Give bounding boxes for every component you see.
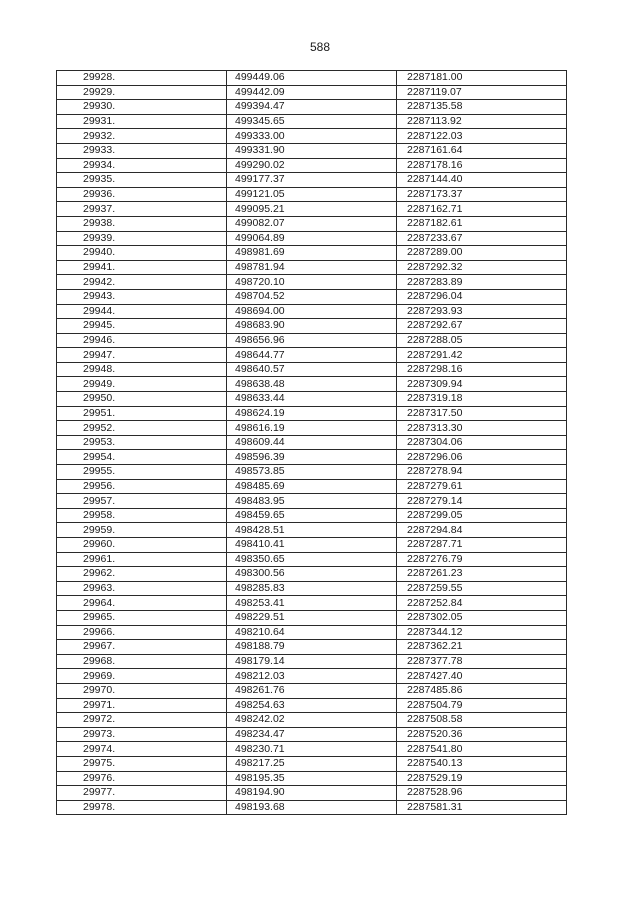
y-coordinate-cell: 2287161.64 (397, 143, 567, 158)
x-coordinate-cell: 498193.68 (227, 800, 397, 815)
y-coordinate-cell: 2287181.00 (397, 71, 567, 86)
table-row (57, 494, 567, 509)
point-number-cell: 29938. (57, 216, 227, 231)
table-row (57, 231, 567, 246)
table-row (57, 523, 567, 538)
point-number-cell: 29929. (57, 85, 227, 100)
y-coordinate-cell: 2287294.84 (397, 523, 567, 538)
table-row (57, 187, 567, 202)
y-coordinate-cell: 2287302.05 (397, 610, 567, 625)
y-coordinate-cell: 2287540.13 (397, 756, 567, 771)
x-coordinate-cell: 498229.51 (227, 610, 397, 625)
y-coordinate-cell: 2287289.00 (397, 246, 567, 261)
table-row (57, 508, 567, 523)
table-row (57, 158, 567, 173)
point-number-cell: 29978. (57, 800, 227, 815)
x-coordinate-cell: 498720.10 (227, 275, 397, 290)
point-number-cell: 29970. (57, 683, 227, 698)
table-row (57, 362, 567, 377)
y-coordinate-cell: 2287508.58 (397, 713, 567, 728)
table-row (57, 698, 567, 713)
table-row (57, 260, 567, 275)
y-coordinate-cell: 2287135.58 (397, 100, 567, 115)
point-number-cell: 29955. (57, 465, 227, 480)
table-row (57, 216, 567, 231)
x-coordinate-cell: 498483.95 (227, 494, 397, 509)
x-coordinate-cell: 498609.44 (227, 435, 397, 450)
y-coordinate-cell: 2287296.06 (397, 450, 567, 465)
y-coordinate-cell: 2287276.79 (397, 552, 567, 567)
x-coordinate-cell: 498300.56 (227, 567, 397, 582)
table-row (57, 581, 567, 596)
coordinate-table-body (57, 71, 567, 815)
x-coordinate-cell: 498217.25 (227, 756, 397, 771)
x-coordinate-cell: 498683.90 (227, 319, 397, 334)
point-number-cell: 29961. (57, 552, 227, 567)
y-coordinate-cell: 2287283.89 (397, 275, 567, 290)
table-row (57, 173, 567, 188)
x-coordinate-cell: 499345.65 (227, 114, 397, 129)
table-row (57, 333, 567, 348)
x-coordinate-cell: 499331.90 (227, 143, 397, 158)
point-number-cell: 29950. (57, 392, 227, 407)
y-coordinate-cell: 2287344.12 (397, 625, 567, 640)
table-row (57, 771, 567, 786)
table-row (57, 71, 567, 86)
y-coordinate-cell: 2287292.32 (397, 260, 567, 275)
table-row (57, 246, 567, 261)
y-coordinate-cell: 2287377.78 (397, 654, 567, 669)
table-row (57, 727, 567, 742)
table-row (57, 100, 567, 115)
table-row (57, 567, 567, 582)
table-row (57, 800, 567, 815)
point-number-cell: 29966. (57, 625, 227, 640)
y-coordinate-cell: 2287291.42 (397, 348, 567, 363)
table-row (57, 319, 567, 334)
x-coordinate-cell: 498596.39 (227, 450, 397, 465)
x-coordinate-cell: 498485.69 (227, 479, 397, 494)
y-coordinate-cell: 2287309.94 (397, 377, 567, 392)
point-number-cell: 29958. (57, 508, 227, 523)
x-coordinate-cell: 498656.96 (227, 333, 397, 348)
x-coordinate-cell: 498781.94 (227, 260, 397, 275)
point-number-cell: 29942. (57, 275, 227, 290)
x-coordinate-cell: 499095.21 (227, 202, 397, 217)
y-coordinate-cell: 2287581.31 (397, 800, 567, 815)
point-number-cell: 29947. (57, 348, 227, 363)
x-coordinate-cell: 499064.89 (227, 231, 397, 246)
point-number-cell: 29933. (57, 143, 227, 158)
y-coordinate-cell: 2287317.50 (397, 406, 567, 421)
point-number-cell: 29932. (57, 129, 227, 144)
point-number-cell: 29945. (57, 319, 227, 334)
table-row (57, 202, 567, 217)
y-coordinate-cell: 2287528.96 (397, 786, 567, 801)
point-number-cell: 29957. (57, 494, 227, 509)
y-coordinate-cell: 2287119.07 (397, 85, 567, 100)
x-coordinate-cell: 498981.69 (227, 246, 397, 261)
x-coordinate-cell: 498694.00 (227, 304, 397, 319)
point-number-cell: 29954. (57, 450, 227, 465)
x-coordinate-cell: 498640.57 (227, 362, 397, 377)
y-coordinate-cell: 2287162.71 (397, 202, 567, 217)
point-number-cell: 29975. (57, 756, 227, 771)
x-coordinate-cell: 499333.00 (227, 129, 397, 144)
y-coordinate-cell: 2287427.40 (397, 669, 567, 684)
y-coordinate-cell: 2287279.14 (397, 494, 567, 509)
point-number-cell: 29928. (57, 71, 227, 86)
point-number-cell: 29940. (57, 246, 227, 261)
table-row (57, 538, 567, 553)
x-coordinate-cell: 498350.65 (227, 552, 397, 567)
table-row (57, 596, 567, 611)
x-coordinate-cell: 498261.76 (227, 683, 397, 698)
point-number-cell: 29952. (57, 421, 227, 436)
point-number-cell: 29976. (57, 771, 227, 786)
x-coordinate-cell: 498616.19 (227, 421, 397, 436)
point-number-cell: 29973. (57, 727, 227, 742)
table-row (57, 377, 567, 392)
table-row (57, 392, 567, 407)
table-row (57, 421, 567, 436)
point-number-cell: 29934. (57, 158, 227, 173)
y-coordinate-cell: 2287504.79 (397, 698, 567, 713)
point-number-cell: 29944. (57, 304, 227, 319)
table-row (57, 304, 567, 319)
x-coordinate-cell: 498195.35 (227, 771, 397, 786)
point-number-cell: 29946. (57, 333, 227, 348)
table-row (57, 669, 567, 684)
x-coordinate-cell: 499290.02 (227, 158, 397, 173)
point-number-cell: 29943. (57, 289, 227, 304)
table-row (57, 610, 567, 625)
point-number-cell: 29931. (57, 114, 227, 129)
point-number-cell: 29930. (57, 100, 227, 115)
y-coordinate-cell: 2287122.03 (397, 129, 567, 144)
x-coordinate-cell: 498242.02 (227, 713, 397, 728)
x-coordinate-cell: 498624.19 (227, 406, 397, 421)
y-coordinate-cell: 2287252.84 (397, 596, 567, 611)
table-row (57, 406, 567, 421)
point-number-cell: 29965. (57, 610, 227, 625)
table-row (57, 435, 567, 450)
table-row (57, 465, 567, 480)
x-coordinate-cell: 498704.52 (227, 289, 397, 304)
x-coordinate-cell: 498253.41 (227, 596, 397, 611)
y-coordinate-cell: 2287485.86 (397, 683, 567, 698)
point-number-cell: 29974. (57, 742, 227, 757)
y-coordinate-cell: 2287113.92 (397, 114, 567, 129)
point-number-cell: 29953. (57, 435, 227, 450)
y-coordinate-cell: 2287259.55 (397, 581, 567, 596)
point-number-cell: 29967. (57, 640, 227, 655)
x-coordinate-cell: 498633.44 (227, 392, 397, 407)
x-coordinate-cell: 498179.14 (227, 654, 397, 669)
point-number-cell: 29968. (57, 654, 227, 669)
y-coordinate-cell: 2287362.21 (397, 640, 567, 655)
point-number-cell: 29959. (57, 523, 227, 538)
coordinate-table (56, 70, 567, 815)
y-coordinate-cell: 2287520.36 (397, 727, 567, 742)
x-coordinate-cell: 498638.48 (227, 377, 397, 392)
point-number-cell: 29963. (57, 581, 227, 596)
point-number-cell: 29971. (57, 698, 227, 713)
y-coordinate-cell: 2287287.71 (397, 538, 567, 553)
point-number-cell: 29936. (57, 187, 227, 202)
x-coordinate-cell: 498459.65 (227, 508, 397, 523)
x-coordinate-cell: 498194.90 (227, 786, 397, 801)
y-coordinate-cell: 2287233.67 (397, 231, 567, 246)
y-coordinate-cell: 2287298.16 (397, 362, 567, 377)
table-row (57, 479, 567, 494)
x-coordinate-cell: 498210.64 (227, 625, 397, 640)
y-coordinate-cell: 2287293.93 (397, 304, 567, 319)
y-coordinate-cell: 2287296.04 (397, 289, 567, 304)
table-row (57, 742, 567, 757)
x-coordinate-cell: 498410.41 (227, 538, 397, 553)
y-coordinate-cell: 2287261.23 (397, 567, 567, 582)
table-row (57, 114, 567, 129)
table-row (57, 552, 567, 567)
y-coordinate-cell: 2287278.94 (397, 465, 567, 480)
x-coordinate-cell: 499177.37 (227, 173, 397, 188)
point-number-cell: 29972. (57, 713, 227, 728)
table-row (57, 129, 567, 144)
x-coordinate-cell: 498644.77 (227, 348, 397, 363)
x-coordinate-cell: 498188.79 (227, 640, 397, 655)
table-row (57, 450, 567, 465)
y-coordinate-cell: 2287178.16 (397, 158, 567, 173)
table-row (57, 786, 567, 801)
point-number-cell: 29960. (57, 538, 227, 553)
point-number-cell: 29949. (57, 377, 227, 392)
table-row (57, 713, 567, 728)
table-row (57, 143, 567, 158)
table-row (57, 756, 567, 771)
x-coordinate-cell: 498212.03 (227, 669, 397, 684)
x-coordinate-cell: 499449.06 (227, 71, 397, 86)
point-number-cell: 29977. (57, 786, 227, 801)
y-coordinate-cell: 2287182.61 (397, 216, 567, 231)
point-number-cell: 29935. (57, 173, 227, 188)
y-coordinate-cell: 2287288.05 (397, 333, 567, 348)
point-number-cell: 29948. (57, 362, 227, 377)
x-coordinate-cell: 499442.09 (227, 85, 397, 100)
x-coordinate-cell: 498254.63 (227, 698, 397, 713)
y-coordinate-cell: 2287292.67 (397, 319, 567, 334)
y-coordinate-cell: 2287529.19 (397, 771, 567, 786)
point-number-cell: 29956. (57, 479, 227, 494)
x-coordinate-cell: 498285.83 (227, 581, 397, 596)
y-coordinate-cell: 2287319.18 (397, 392, 567, 407)
y-coordinate-cell: 2287299.05 (397, 508, 567, 523)
y-coordinate-cell: 2287304.06 (397, 435, 567, 450)
page-number: 588 (309, 40, 331, 54)
table-row (57, 289, 567, 304)
y-coordinate-cell: 2287279.61 (397, 479, 567, 494)
point-number-cell: 29951. (57, 406, 227, 421)
table-row (57, 85, 567, 100)
table-row (57, 640, 567, 655)
table-row (57, 654, 567, 669)
point-number-cell: 29964. (57, 596, 227, 611)
point-number-cell: 29941. (57, 260, 227, 275)
x-coordinate-cell: 499082.07 (227, 216, 397, 231)
y-coordinate-cell: 2287541.80 (397, 742, 567, 757)
x-coordinate-cell: 498234.47 (227, 727, 397, 742)
table-row (57, 625, 567, 640)
table-row (57, 348, 567, 363)
point-number-cell: 29939. (57, 231, 227, 246)
y-coordinate-cell: 2287313.30 (397, 421, 567, 436)
point-number-cell: 29937. (57, 202, 227, 217)
x-coordinate-cell: 498230.71 (227, 742, 397, 757)
point-number-cell: 29962. (57, 567, 227, 582)
table-row (57, 275, 567, 290)
point-number-cell: 29969. (57, 669, 227, 684)
y-coordinate-cell: 2287173.37 (397, 187, 567, 202)
x-coordinate-cell: 499121.05 (227, 187, 397, 202)
x-coordinate-cell: 498428.51 (227, 523, 397, 538)
y-coordinate-cell: 2287144.40 (397, 173, 567, 188)
x-coordinate-cell: 498573.85 (227, 465, 397, 480)
table-row (57, 683, 567, 698)
x-coordinate-cell: 499394.47 (227, 100, 397, 115)
